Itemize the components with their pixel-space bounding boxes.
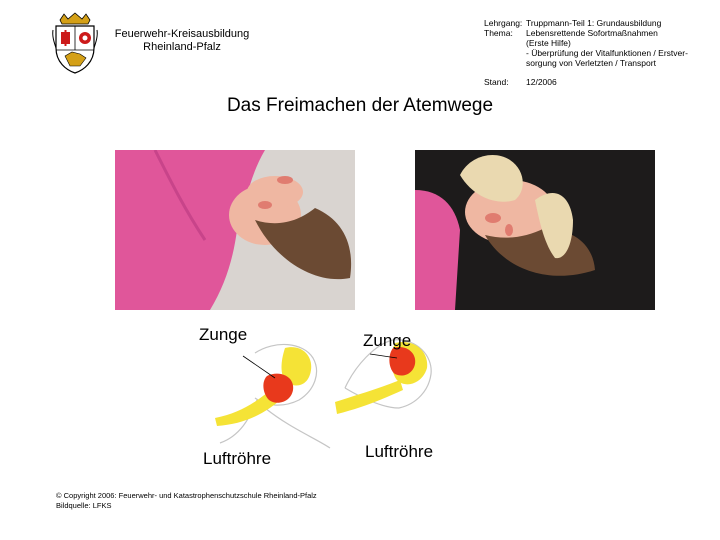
- meta-key: [484, 58, 526, 68]
- airway-diagram: [195, 318, 465, 473]
- meta-value: sorgung von Verletzten / Transport: [526, 58, 656, 68]
- photo-patient-supine: [115, 150, 355, 310]
- page-title: Das Freimachen der Atemwege: [226, 95, 494, 116]
- label-trachea-left: Luftröhre: [203, 449, 272, 468]
- coat-of-arms-icon: [50, 12, 100, 74]
- meta-row: [484, 28, 716, 38]
- meta-row: [484, 48, 716, 58]
- copyright-text: © Copyright 2006: Feuerwehr- und Katastrophenschutzschule Rheinland-Pfalz: [56, 491, 317, 500]
- meta-value: - Überprüfung der Vitalfunktionen / Erstver-: [526, 48, 688, 58]
- meta-value: 12/2006: [526, 77, 557, 87]
- meta-value: (Erste Hilfe): [526, 38, 571, 48]
- image-source-text: Bildquelle: LFKS: [56, 500, 112, 510]
- footer: [56, 491, 317, 510]
- course-meta: [484, 18, 716, 87]
- meta-row: [484, 77, 716, 87]
- organization-line-2: Rheinland-Pfalz: [143, 41, 221, 53]
- meta-row: [484, 58, 716, 68]
- meta-key: Lehrgang:: [484, 18, 523, 28]
- label-trachea-right: Luftröhre: [365, 442, 434, 461]
- meta-row: [484, 38, 716, 48]
- label-tongue-right: Zunge: [363, 331, 412, 350]
- meta-value: Truppmann-Teil 1: Grundausbildung: [526, 18, 662, 28]
- meta-key: [484, 38, 526, 48]
- meta-value: Lebensrettende Sofortmaßnahmen: [526, 28, 658, 38]
- meta-key: Thema:: [484, 28, 513, 38]
- meta-key: [484, 48, 526, 58]
- organization-line-1: Feuerwehr-Kreisausbildung: [114, 28, 250, 40]
- meta-key: Stand:: [484, 77, 509, 87]
- meta-row: [484, 18, 716, 28]
- label-tongue-left: Zunge: [199, 325, 248, 344]
- organization-name: [112, 28, 252, 54]
- photo-head-tilt: [415, 150, 655, 310]
